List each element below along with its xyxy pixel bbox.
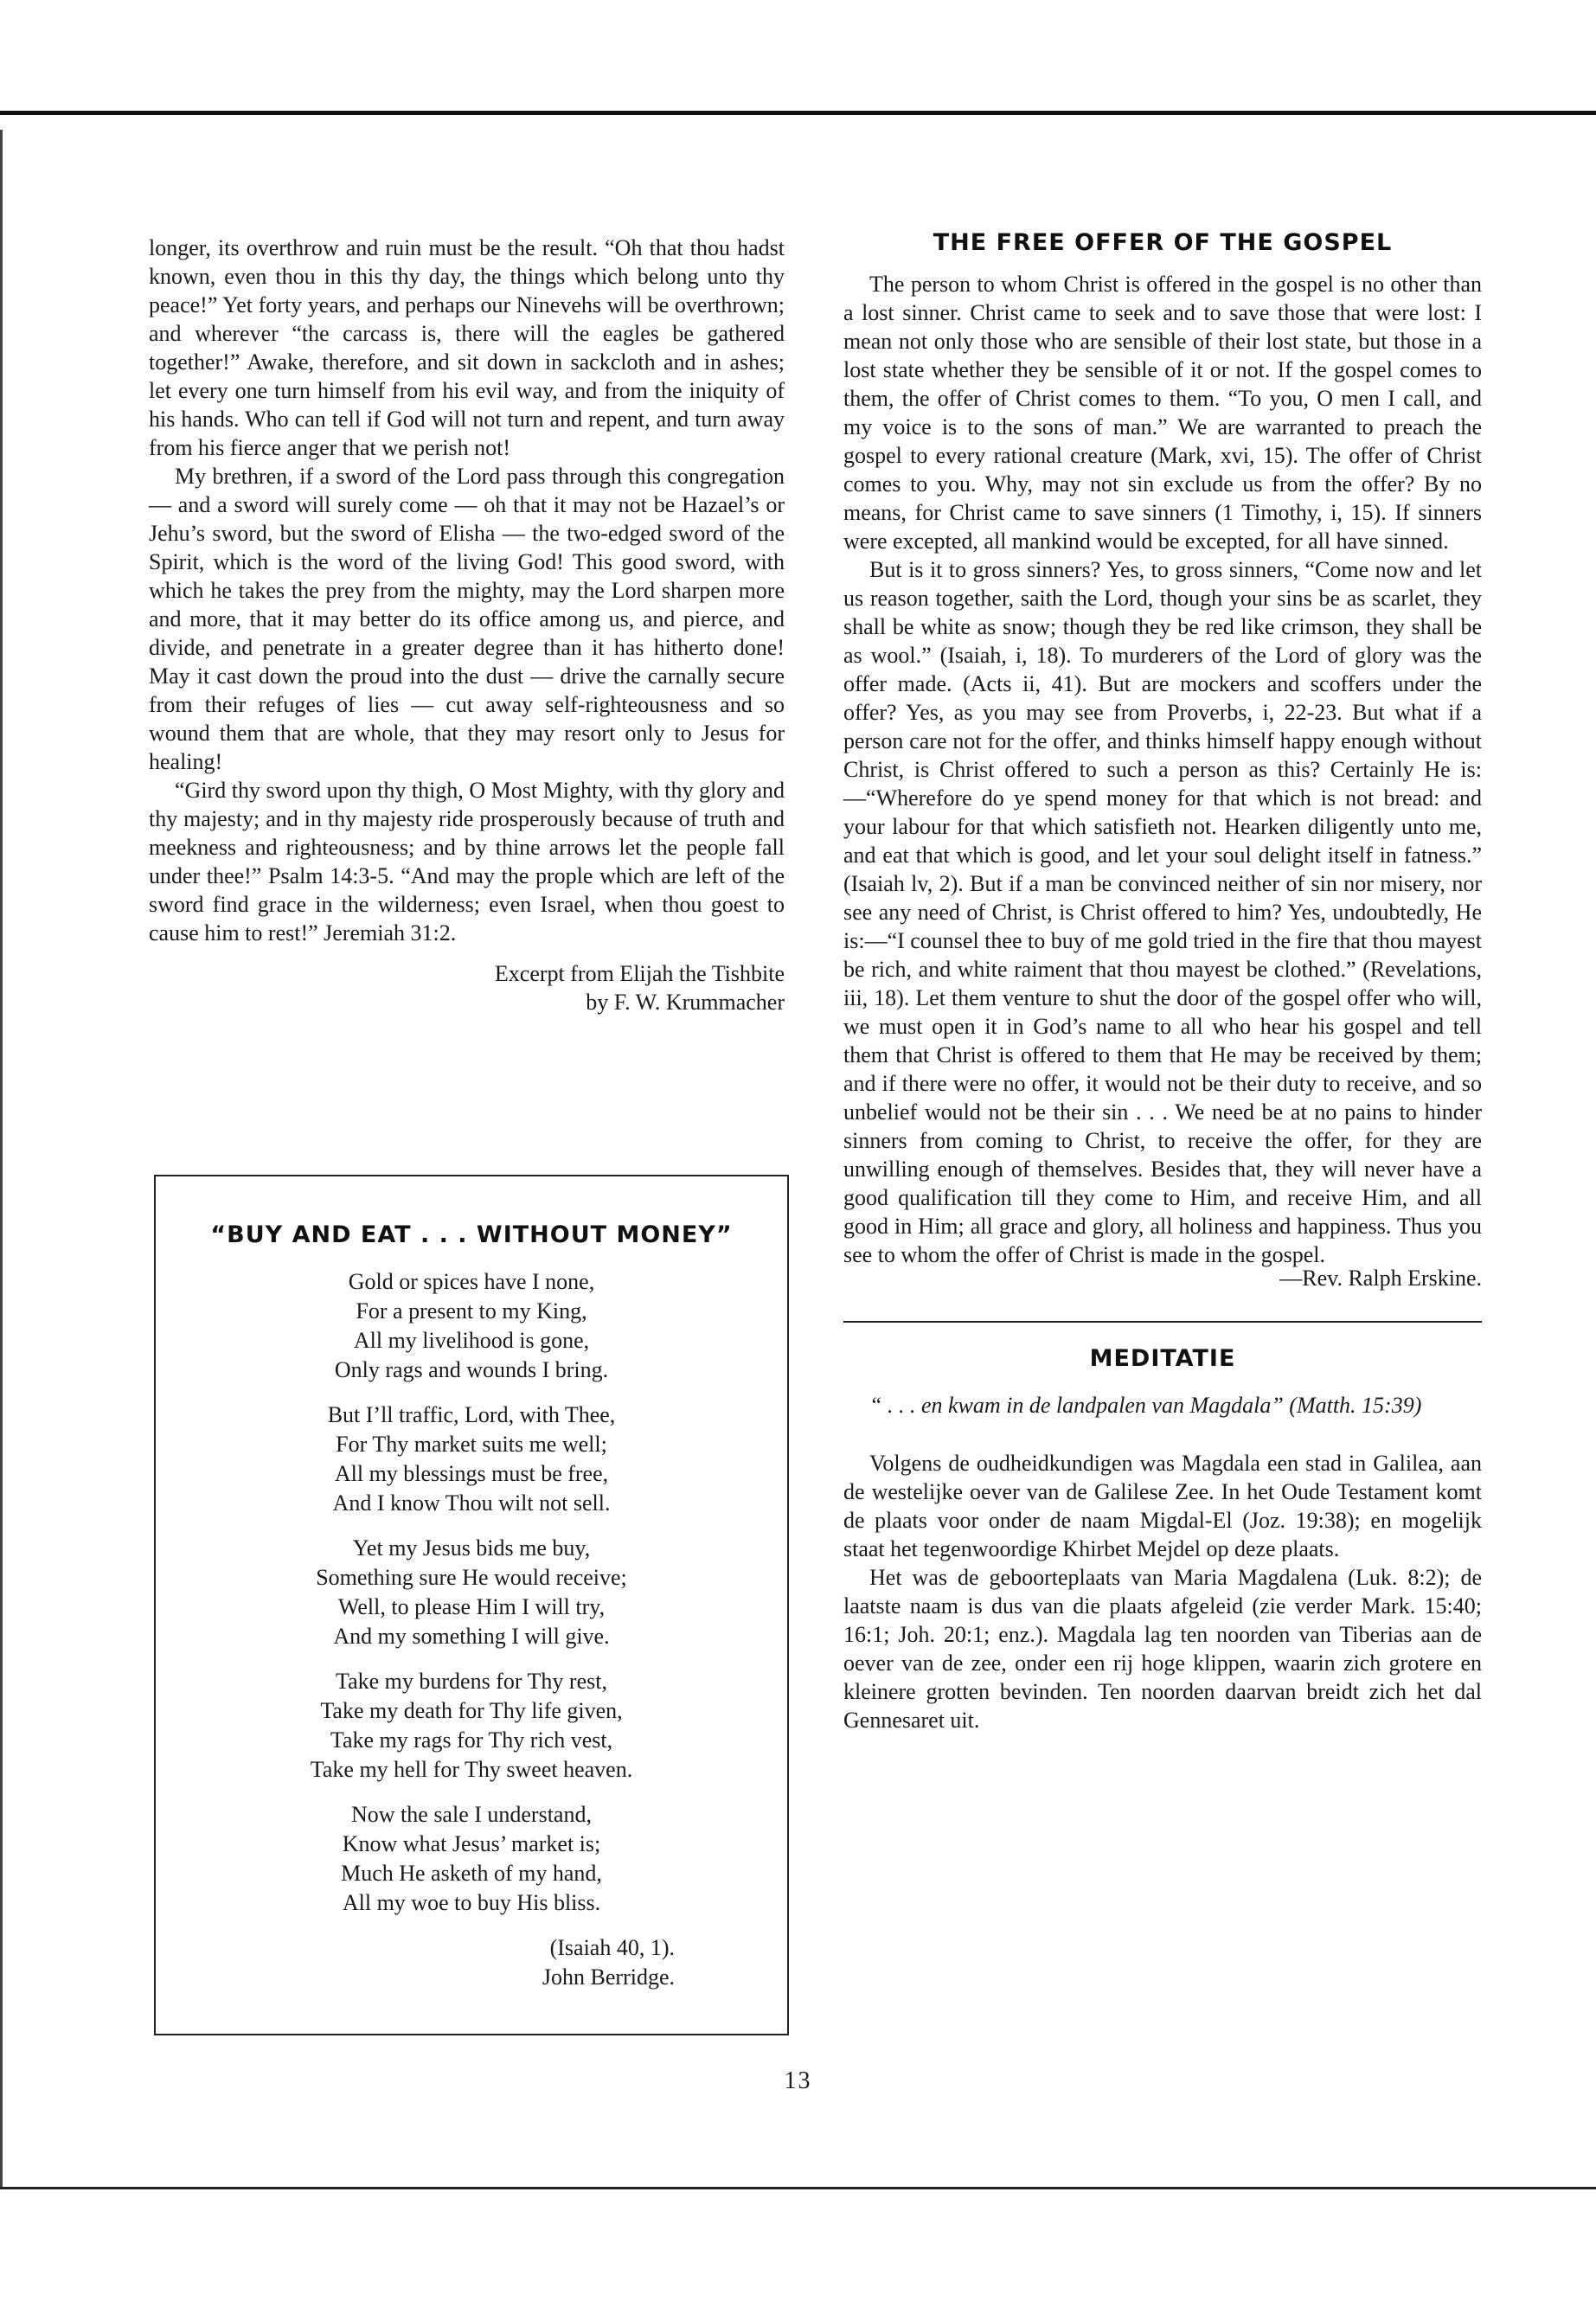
left-paragraph-3: “Gird thy sword upon thy thigh, O Most Mighty, with thy glory and thy majesty; and in thy majesty ride prosperously because of truth and meekness and righteousness; and by thine arrows let the people fall under thee!” Psalm 14:3-5. “And may the prople which are left of the sword find grace in the wilderness; even Israel, when thou goest to cause him to rest!” Jeremiah 31:2. bbox=[149, 778, 785, 945]
meditatie-paragraph-1: Volgens de oudheidkundigen was Magdala een stad in Galilea, aan de westelijke oever van de Galilese Zee. In het Oude Testament komt de plaats voor onder de naam Migdal-El (Joz. 19:38); en mogelijk staat het tegenwoordige Khirbet Mejdel op deze plaats. bbox=[843, 1451, 1482, 1561]
poem-line: Take my burdens for Thy rest, bbox=[336, 1669, 607, 1694]
poem-line: Yet my Jesus bids me buy, bbox=[352, 1535, 591, 1561]
poem-line: Take my rags for Thy rich vest, bbox=[330, 1727, 613, 1753]
poem-line: Something sure He would receive; bbox=[316, 1565, 627, 1590]
poem-line: Much He asketh of my hand, bbox=[341, 1861, 602, 1886]
page-number: 13 bbox=[784, 2067, 812, 2094]
gospel-paragraph-1: The person to whom Christ is offered in the gospel is no other than a lost sinner. Christ came to seek and to save those that were lost: I mean not only those who are sensible of their lost state, but those in a lost state whether they be sensible of it or not. If the gospel comes to them, the offer of Christ comes to them. “To you, O men I call, and my voice is to the sons of man.” We are warranted to preach the gospel to every rational creature (Mark, xvi, 15). The offer of Christ comes to you. Why, may not sin exclude us from the offer? By no means, for Christ came to save sinners (1 Timothy, i, 15). If sinners were excepted, all mankind would be excepted, for all have sinned. bbox=[843, 272, 1482, 554]
attribution-line-1: Excerpt from Elijah the Tishbite bbox=[494, 961, 785, 986]
meditatie-paragraph-2: Het was de geboorteplaats van Maria Magdalena (Luk. 8:2); de laatste naam is dus van die plaats afgeleid (zie verder Mark. 15:40; 16:1; Joh. 20:1; enz.). Magdala lag ten noorden van Tiberias aan de oever van de zee, onder een rij hoge klippen, waarin zich grotere en kleinere grotten bevinden. Ten noorden daarvan breidt zich het dal Gennesaret uit. bbox=[843, 1565, 1482, 1733]
meditatie-quote: “ . . . en kwam in de landpalen van Magdala” (Matth. 15:39) bbox=[869, 1393, 1422, 1418]
section-divider bbox=[843, 1321, 1482, 1323]
left-paragraph-1: longer, its overthrow and ruin must be the result. “Oh that thou hadst known, even thou in this thy day, the things which belong unto thy peace!” Yet forty years, and perhaps our Ninevehs will be overthrown; and wherever “the carcass is, there will the eagles be gathered together!” Awake, therefore, and sit down in sackcloth and in ashes; let every one turn himself from his evil way, and from the iniquity of his hands. Who can tell if God will not turn and repent, and turn away from his fierce anger that we perish not! bbox=[149, 235, 785, 460]
poem-line: Well, to please Him I will try, bbox=[337, 1594, 606, 1619]
poem-line: Only rags and wounds I bring. bbox=[334, 1357, 609, 1382]
poem-reference: (Isaiah 40, 1). bbox=[549, 1935, 675, 1960]
poem-line: For a present to my King, bbox=[356, 1298, 587, 1324]
top-rule bbox=[0, 111, 1596, 115]
poem-line: Know what Jesus’ market is; bbox=[342, 1831, 601, 1856]
left-edge-rule bbox=[0, 130, 3, 2189]
poem-line: All my blessings must be free, bbox=[334, 1461, 609, 1486]
poem-line: All my woe to buy His bliss. bbox=[342, 1890, 601, 1915]
left-attribution bbox=[149, 959, 785, 1016]
poem-stanza-3 bbox=[156, 1534, 787, 1651]
poem-line: Now the sale I understand, bbox=[351, 1802, 592, 1827]
bottom-rule bbox=[0, 2187, 1596, 2189]
poem-body bbox=[156, 1267, 787, 1918]
poem-stanza-5 bbox=[156, 1800, 787, 1918]
meditatie-title: MEDITATIE bbox=[1089, 1345, 1236, 1372]
poem-line: And I know Thou wilt not sell. bbox=[332, 1490, 611, 1516]
left-paragraph-2: My brethren, if a sword of the Lord pass through this congregation — and a sword will surely come — oh that it may not be Hazael’s or Jehu’s sword, but the sword of Elisha — the two-edged sword of the Spirit, which is the word of the living God! This good sword, with which he takes the prey from the mighty, may the Lord sharpen more and more, that it may better do its office among us, and pierce, and divide, and penetrate in a greater degree than it has hitherto done! May it cast down the proud into the dust — drive the carnally secure from their refuges of lies — cut away self-righteousness and so wound them that are whole, that they may resort only to Jesus for healing! bbox=[149, 464, 785, 774]
poem-title: “BUY AND EAT . . . WITHOUT MONEY” bbox=[210, 1221, 733, 1248]
poem-line: Take my hell for Thy sweet heaven. bbox=[310, 1757, 633, 1782]
poem-line: And my something I will give. bbox=[333, 1624, 610, 1649]
poem-author: John Berridge. bbox=[542, 1965, 675, 1990]
poem-line: But I’ll traffic, Lord, with Thee, bbox=[327, 1402, 616, 1427]
gospel-author: —Rev. Ralph Erskine. bbox=[1279, 1266, 1482, 1291]
gospel-article-title: THE FREE OFFER OF THE GOSPEL bbox=[933, 229, 1393, 256]
poem-line: All my livelihood is gone, bbox=[353, 1328, 590, 1353]
poem-line: For Thy market suits me well; bbox=[336, 1432, 607, 1457]
poem-stanza-4 bbox=[156, 1667, 787, 1785]
poem-stanza-2 bbox=[156, 1400, 787, 1518]
poem-stanza-1 bbox=[156, 1267, 787, 1385]
gospel-paragraph-2: But is it to gross sinners? Yes, to gross sinners, “Come now and let us reason together, saith the Lord, though your sins be as scarlet, they shall be white as snow; though they be red like crimson, they shall be as wool.” (Isaiah, i, 18). To murderers of the Lord of glory was the offer made. (Acts ii, 41). But are mockers and scoffers under the offer? Yes, as you may see from Proverbs, i, 22-23. But what if a person care not for the offer, and thinks himself happy enough without Christ, is Christ offered to such a person as this? Certainly He is:—“Wherefore do ye spend money for that which is not bread: and your labour for that which satisfieth not. Hearken diligently unto me, and eat that which is good, and let your soul delight itself in fatness.” (Isaiah lv, 2). But if a man be convinced neither of sin nor misery, nor see any need of Christ, is Christ offered to him? Yes, undoubtedly, He is:—“I counsel thee to buy of me gold tried in the fire that thou mayest be rich, and white raiment that thou mayest be clothed.” (Revelations, iii, 18). Let them venture to shut the door of the gospel offer who will, we must open it in God’s name to all who hear his gospel and tell them that Christ is offered to them that He may be received by them; and if there were no offer, it would not be their duty to receive, and so unbelief would not be their sin . . . We need be at no pains to hinder sinners from coming to Christ, to receive the offer, for they are unwilling enough of themselves. Besides that, they will never have a good qualification till they come to Him, and receive Him, and all good in Him; all grace and glory, all holiness and happiness. Thus you see to whom the offer of Christ is made in the gospel. bbox=[843, 557, 1482, 1267]
attribution-line-2: by F. W. Krummacher bbox=[586, 990, 785, 1015]
right-column bbox=[843, 229, 1482, 1734]
poem-line: Take my death for Thy life given, bbox=[320, 1698, 623, 1723]
left-column bbox=[149, 234, 785, 1016]
poem-line: Gold or spices have I none, bbox=[348, 1269, 595, 1294]
poem-box bbox=[154, 1175, 789, 2035]
